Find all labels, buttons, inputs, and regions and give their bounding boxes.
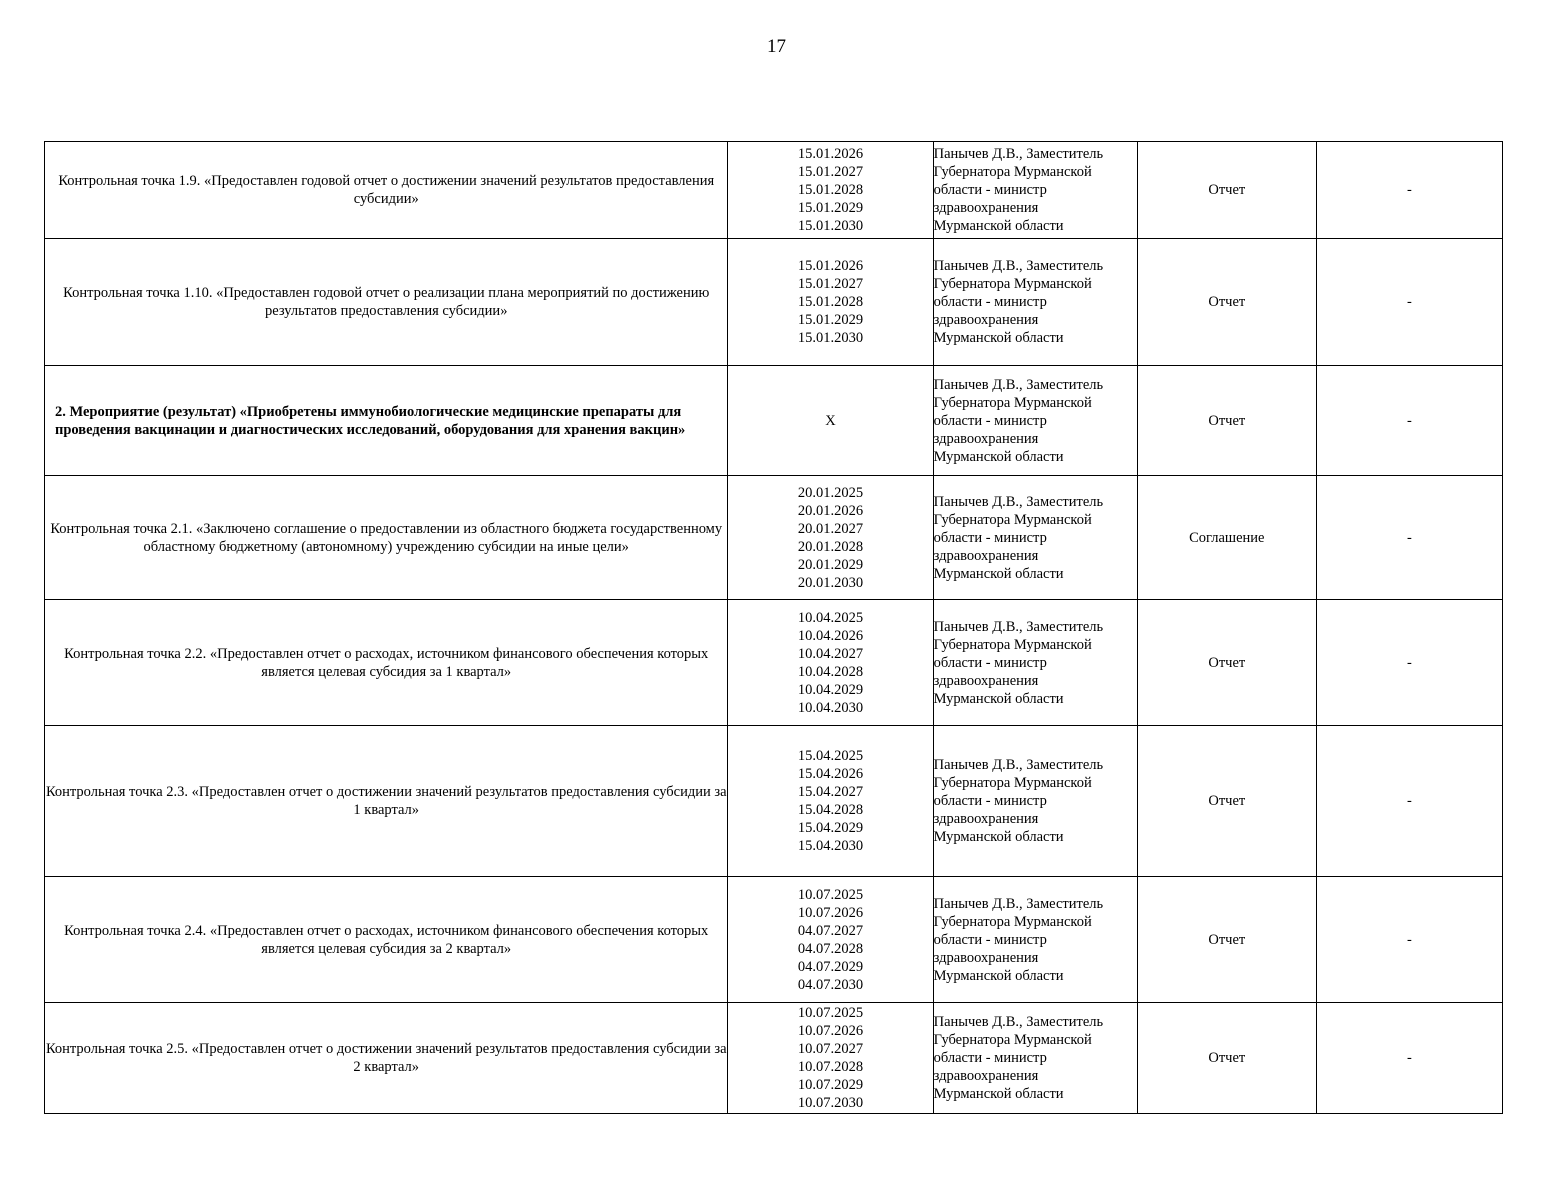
- responsible-line: Панычев Д.В., Заместитель: [933, 1014, 1104, 1030]
- deadline-date: 10.07.2026: [797, 1023, 864, 1039]
- responsible-line: Панычев Д.В., Заместитель: [933, 258, 1104, 274]
- note-cell: -: [1316, 877, 1502, 1003]
- responsible-person: [933, 1003, 1137, 1114]
- responsible-line: Губернатора Мурманской: [933, 1032, 1092, 1048]
- responsible-line: Мурманской области: [933, 330, 1064, 346]
- name-text: является целевая субсидия за 2 квартал»: [261, 940, 512, 957]
- deadline-date: 15.01.2028: [797, 182, 864, 198]
- deadline-date: 10.07.2025: [797, 886, 864, 903]
- deadline-dates: [728, 239, 933, 366]
- deadline-date: 15.01.2026: [797, 258, 864, 274]
- deadline-date: 15.04.2029: [797, 820, 864, 836]
- responsible-person: [933, 142, 1137, 239]
- deadline-date: 10.04.2029: [797, 681, 864, 698]
- responsible-line: Губернатора Мурманской: [933, 276, 1092, 292]
- responsible-line: Панычев Д.В., Заместитель: [933, 895, 1104, 912]
- control-point-name: [45, 366, 728, 476]
- document-type: Отчет: [1137, 1003, 1316, 1114]
- responsible-line: здравоохранения: [933, 1068, 1039, 1084]
- deadline-date: 15.04.2025: [797, 748, 864, 764]
- responsible-person: [933, 366, 1137, 476]
- deadline-date: 20.01.2027: [797, 520, 864, 537]
- deadline-date: 10.04.2030: [797, 699, 864, 716]
- table-row: [45, 366, 1503, 476]
- document-type: Отчет: [1137, 366, 1316, 476]
- deadline-date: 20.01.2029: [797, 556, 864, 573]
- note-cell: -: [1316, 366, 1502, 476]
- deadline-date: 04.07.2028: [797, 940, 864, 957]
- table-row: [45, 476, 1503, 600]
- responsible-line: Губернатора Мурманской: [933, 394, 1092, 411]
- deadline-date: 15.04.2028: [797, 802, 864, 818]
- deadline-date: 10.04.2025: [797, 609, 864, 626]
- control-point-name: [45, 239, 728, 366]
- responsible-person: [933, 877, 1137, 1003]
- control-point-name: [45, 726, 728, 877]
- note-cell: -: [1316, 142, 1502, 239]
- responsible-line: Панычев Д.В., Заместитель: [933, 376, 1104, 393]
- document-type: Соглашение: [1137, 476, 1316, 600]
- name-text: Контрольная точка 2.4. «Предоставлен отчет о расходах, источником финансового обеспечения которых: [64, 922, 709, 939]
- responsible-line: Губернатора Мурманской: [933, 511, 1092, 528]
- deadline-date: 15.01.2027: [797, 164, 864, 180]
- name-text: Контрольная точка 2.3. «Предоставлен отчет о достижении значений результатов предоставления субсидии за 1 квартал»: [45, 784, 727, 818]
- name-text: Контрольная точка 2.1. «Заключено соглашение о предоставлении из областного бюджета государственному областному бюджетному (автономному) учреждению субсидии на иные цели»: [50, 520, 723, 555]
- responsible-line: здравоохранения: [933, 430, 1039, 447]
- deadline-date: 15.01.2028: [797, 294, 864, 310]
- responsible-line: здравоохранения: [933, 312, 1039, 328]
- deadline-date: 15.01.2026: [797, 146, 864, 162]
- document-type: Отчет: [1137, 877, 1316, 1003]
- deadline-date: 10.07.2027: [797, 1041, 864, 1057]
- deadline-date: 15.01.2027: [797, 276, 864, 292]
- responsible-person: [933, 726, 1137, 877]
- responsible-line: Губернатора Мурманской: [933, 164, 1092, 180]
- responsible-line: области - министр: [933, 529, 1047, 546]
- responsible-line: здравоохранения: [933, 949, 1039, 966]
- note-cell: -: [1316, 1003, 1502, 1114]
- deadline-dates: [728, 366, 933, 476]
- deadline-dates: [728, 877, 933, 1003]
- table-row: [45, 239, 1503, 366]
- responsible-line: области - министр: [933, 793, 1047, 809]
- deadline-date: 15.01.2029: [797, 312, 864, 328]
- deadline-date: 20.01.2025: [797, 484, 864, 501]
- note-cell: -: [1316, 726, 1502, 877]
- document-type: Отчет: [1137, 600, 1316, 726]
- note-cell: -: [1316, 600, 1502, 726]
- note-cell: -: [1316, 476, 1502, 600]
- deadline-date: 15.01.2030: [797, 218, 864, 234]
- deadline-date: 10.04.2028: [797, 663, 864, 680]
- deadline-dates: [728, 1003, 933, 1114]
- responsible-line: Мурманской области: [933, 218, 1064, 234]
- name-text: 2. Мероприятие (результат) «Приобретены иммунобиологические медицинские препараты для проведения вакцинации и диагностических исследований, оборудования для хранения вакцин»: [55, 403, 686, 438]
- deadline-date: 10.07.2025: [797, 1005, 864, 1021]
- deadline-dates: [728, 476, 933, 600]
- deadline-date: 10.04.2027: [797, 645, 864, 662]
- deadline-date: 20.01.2028: [797, 538, 864, 555]
- deadline-date: 10.07.2026: [797, 904, 864, 921]
- document-type: Отчет: [1137, 239, 1316, 366]
- responsible-line: Губернатора Мурманской: [933, 913, 1092, 930]
- responsible-line: Панычев Д.В., Заместитель: [933, 757, 1104, 773]
- deadline-dates: [728, 142, 933, 239]
- responsible-line: здравоохранения: [933, 672, 1039, 689]
- responsible-line: Мурманской области: [933, 448, 1064, 465]
- deadline-date: 15.04.2030: [797, 838, 864, 854]
- responsible-line: здравоохранения: [933, 200, 1039, 216]
- control-point-name: [45, 142, 728, 239]
- control-point-name: [45, 600, 728, 726]
- table-row: [45, 877, 1503, 1003]
- deadline-date: 20.01.2026: [797, 502, 864, 519]
- deadline-date: 10.07.2028: [797, 1059, 864, 1075]
- deadline-date: Х: [825, 412, 836, 429]
- responsible-line: области - министр: [933, 931, 1047, 948]
- control-point-name: [45, 1003, 728, 1114]
- responsible-line: Панычев Д.В., Заместитель: [933, 618, 1104, 635]
- responsible-line: Панычев Д.В., Заместитель: [933, 146, 1104, 162]
- table-body: [45, 142, 1503, 1114]
- document-type: Отчет: [1137, 726, 1316, 877]
- responsible-line: Мурманской области: [933, 690, 1064, 707]
- responsible-line: области - министр: [933, 654, 1047, 671]
- document-type: Отчет: [1137, 142, 1316, 239]
- deadline-date: 15.01.2030: [797, 330, 864, 346]
- deadline-dates: [728, 726, 933, 877]
- responsible-person: [933, 600, 1137, 726]
- note-cell: -: [1316, 239, 1502, 366]
- responsible-line: области - министр: [933, 182, 1047, 198]
- control-point-name: [45, 476, 728, 600]
- responsible-line: Мурманской области: [933, 565, 1064, 582]
- responsible-line: Мурманской области: [933, 1086, 1064, 1102]
- deadline-date: 04.07.2030: [797, 976, 864, 993]
- responsible-line: области - министр: [933, 1050, 1047, 1066]
- table-row: [45, 142, 1503, 239]
- responsible-line: области - министр: [933, 294, 1047, 310]
- page-number: 17: [767, 36, 786, 57]
- responsible-line: здравоохранения: [933, 811, 1039, 827]
- deadline-date: 15.04.2026: [797, 766, 864, 782]
- deadline-date: 10.07.2029: [797, 1077, 864, 1093]
- deadline-date: 10.04.2026: [797, 627, 864, 644]
- deadline-date: 04.07.2027: [797, 922, 864, 939]
- deadline-date: 15.04.2027: [797, 784, 864, 800]
- deadline-date: 20.01.2030: [797, 574, 864, 591]
- deadline-dates: [728, 600, 933, 726]
- responsible-line: Мурманской области: [933, 829, 1064, 845]
- name-text: является целевая субсидия за 1 квартал»: [261, 663, 512, 680]
- responsible-line: здравоохранения: [933, 547, 1039, 564]
- name-text: Контрольная точка 1.10. «Предоставлен годовой отчет о реализации плана мероприятий по достижению результатов предоставления субсидии»: [63, 285, 710, 319]
- responsible-person: [933, 476, 1137, 600]
- name-text: Контрольная точка 2.5. «Предоставлен отчет о достижении значений результатов предоставления субсидии за 2 квартал»: [45, 1041, 727, 1075]
- responsible-line: Панычев Д.В., Заместитель: [933, 493, 1104, 510]
- deadline-date: 10.07.2030: [797, 1095, 864, 1111]
- deadline-date: 04.07.2029: [797, 958, 864, 975]
- table-row: [45, 1003, 1503, 1114]
- name-text: Контрольная точка 2.2. «Предоставлен отчет о расходах, источником финансового обеспечения которых: [64, 645, 709, 662]
- deadline-date: 15.01.2029: [797, 200, 864, 216]
- table-row: [45, 600, 1503, 726]
- name-text: Контрольная точка 1.9. «Предоставлен годовой отчет о достижении значений результатов предоставления субсидии»: [58, 173, 715, 207]
- control-points-table: [44, 141, 1503, 1114]
- responsible-line: Губернатора Мурманской: [933, 636, 1092, 653]
- control-point-name: [45, 877, 728, 1003]
- responsible-person: [933, 239, 1137, 366]
- responsible-line: Мурманской области: [933, 967, 1064, 984]
- responsible-line: области - министр: [933, 412, 1047, 429]
- responsible-line: Губернатора Мурманской: [933, 775, 1092, 791]
- table-row: [45, 726, 1503, 877]
